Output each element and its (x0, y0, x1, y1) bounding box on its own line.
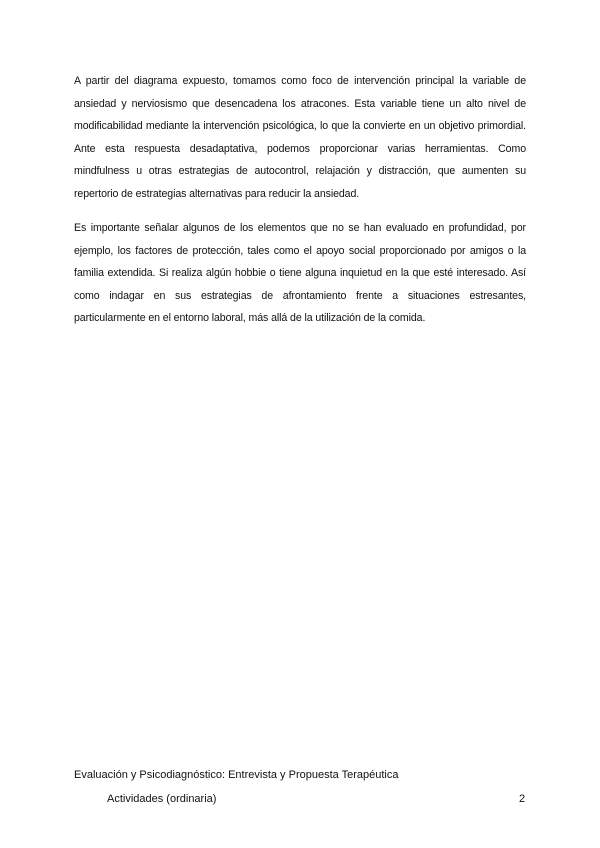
paragraph-intervention-focus: A partir del diagrama expuesto, tomamos como foco de intervención principal la variable de ansiedad y nerviosismo que desencadena los atracones. Esta variable tiene un alto nivel de modificabilidad mediante la intervención psicológica, lo que la convierte en un objetivo primordial. Ante esta respuesta desadaptativa, podemos proporcionar varias herramientas. Como mindfulness u otras estrategias de autocontrol, relajación y distracción, que aumenten su repertorio de estrategias alternativas para reducir la ansiedad. (74, 75, 526, 200)
paragraph-unevaluated-elements: Es importante señalar algunos de los elementos que no se han evaluado en profundidad, por ejemplo, los factores de protección, tales como el apoyo social proporcionado por amigos o la familia extendida. Si realiza algún hobbie o tiene alguna inquietud en la que esté interesado. Así como indagar en sus estrategias de afrontamiento frente a situaciones estresantes, particularmente en el entorno laboral, más allá de la utilización de la comida. (74, 222, 526, 324)
page-number: 2 (519, 793, 526, 805)
body-text (74, 70, 526, 342)
footer-document-title: Evaluación y Psicodiagnóstico: Entrevista y Propuesta Terapéutica (74, 769, 399, 781)
footer-subtitle: Actividades (ordinaria) (107, 793, 217, 805)
